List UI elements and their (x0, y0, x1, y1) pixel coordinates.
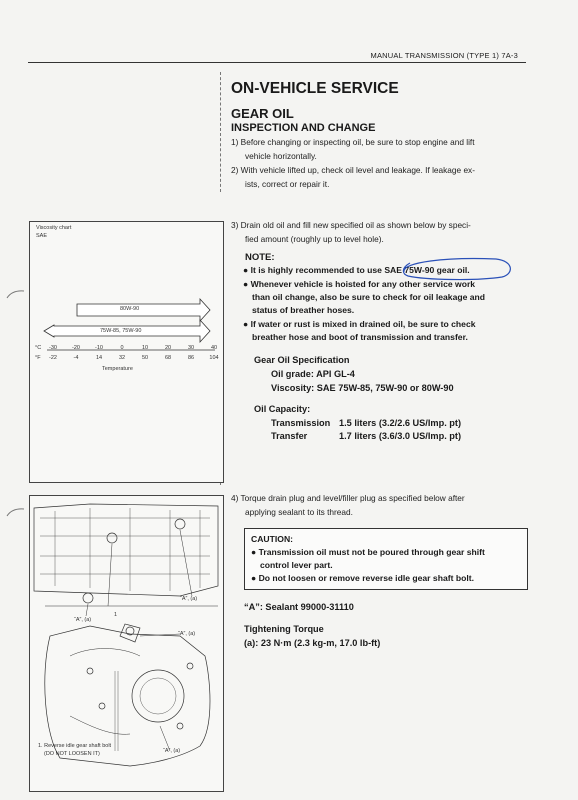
bar-label-75w-85-75w-90: 75W-85, 75W-90 (100, 328, 142, 334)
chart-x-axis-label: Temperature (102, 366, 133, 372)
transmission-capacity: 1.5 liters (3.2/2.6 US/Imp. pt) (339, 418, 462, 428)
step-1-line-2: vehicle horizontally. (245, 151, 317, 161)
celsius-tick: 40 (210, 345, 218, 351)
step-1-line-1: 1) Before changing or inspecting oil, be sure to stop engine and lift (231, 137, 475, 147)
fahrenheit-tick: -22 (49, 355, 57, 361)
fahrenheit-tick: 32 (118, 355, 126, 361)
callout-a-3: “A”, (a) (178, 631, 196, 637)
viscosity-chart-figure (29, 221, 224, 483)
step-4-line-2: applying sealant to its thread. (245, 507, 353, 517)
caution-bullet-1-line-2: control lever part. (260, 560, 333, 570)
bullet-icon: ● (251, 573, 259, 583)
callout-a-1: “A”, (a) (180, 596, 198, 602)
bar-label-80w-90: 80W-90 (120, 306, 140, 312)
gear-oil-spec-title: Gear Oil Specification (254, 355, 350, 365)
chart-subtitle: SAE (36, 233, 48, 239)
bullet-icon: ● (243, 279, 251, 289)
note-bullet-2-text: Whenever vehicle is hoisted for any other service work (250, 279, 476, 289)
page-title: ON-VEHICLE SERVICE (231, 80, 399, 97)
caution-title: CAUTION: (251, 534, 294, 544)
subsection-title: INSPECTION AND CHANGE (231, 122, 376, 134)
celsius-tick: -30 (49, 345, 57, 351)
binder-hole-mark (6, 505, 26, 517)
step-2-line-1: 2) With vehicle lifted up, check oil level and leakage. If leakage ex- (231, 165, 475, 175)
step-3-line-2: fied amount (roughly up to level hole). (245, 234, 384, 244)
callout-a-2: “A”, (a) (74, 617, 92, 623)
bullet-icon: ● (243, 265, 251, 275)
note-bullet-2-line-1 (243, 278, 475, 292)
header-rule (28, 62, 526, 63)
tightening-torque-title: Tightening Torque (244, 624, 324, 634)
note-bullet-2-line-2: than oil change, also be sure to check for oil leakage and (252, 292, 486, 302)
section-title: GEAR OIL (231, 106, 294, 121)
caution-bullet-2 (251, 572, 474, 586)
viscosity-chart-graphic (30, 222, 223, 482)
celsius-tick: -20 (72, 345, 80, 351)
step-2-line-2: ists, correct or repair it. (245, 179, 330, 189)
caution-box (244, 528, 528, 590)
fahrenheit-tick: 50 (141, 355, 149, 361)
transmission-illustration (29, 495, 224, 792)
oil-grade: Oil grade: API GL-4 (271, 369, 355, 379)
transmission-label: Transmission (271, 418, 331, 428)
fahrenheit-tick: 14 (95, 355, 103, 361)
step-3-line-1: 3) Drain old oil and fill new specified oil as shown below by speci- (231, 220, 471, 230)
fahrenheit-unit: °F (35, 355, 41, 361)
fahrenheit-tick: 104 (209, 355, 219, 361)
oil-capacity-title: Oil Capacity: (254, 404, 311, 414)
highlighted-oil-spec: SAE 75W-90 gear oil. (384, 265, 470, 275)
transfer-capacity: 1.7 liters (3.6/3.0 US/Imp. pt) (339, 431, 462, 441)
figure-caption-line-2: (DO NOT LOOSEN IT) (44, 751, 100, 757)
note-title: NOTE: (245, 252, 275, 263)
celsius-tick: 30 (187, 345, 195, 351)
celsius-unit: °C (35, 345, 42, 351)
oil-viscosity: Viscosity: SAE 75W-85, 75W-90 or 80W-90 (271, 383, 454, 393)
note-bullet-3-line-1 (243, 318, 476, 332)
note-bullet-3-text: If water or rust is mixed in drained oil, be sure to check (250, 319, 476, 329)
note-bullet-3-line-2: breather hose and boot of transmission and transfer. (252, 332, 468, 342)
celsius-tick: -10 (95, 345, 103, 351)
callout-number-1: 1 (114, 612, 118, 618)
celsius-tick: 10 (141, 345, 149, 351)
chart-title: Viscosity chart (36, 225, 72, 231)
bullet-icon: ● (243, 319, 251, 329)
fahrenheit-tick: 68 (164, 355, 172, 361)
transfer-label: Transfer (271, 431, 308, 441)
note-bullet-1-text: It is highly recommended to use (250, 265, 385, 275)
caution-bullet-1-text: Transmission oil must not be poured through gear shift (258, 547, 485, 557)
caution-bullet-1-line-1 (251, 546, 485, 560)
tightening-torque-value: (a): 23 N·m (2.3 kg-m, 17.0 lb-ft) (244, 638, 381, 648)
bullet-icon: ● (251, 547, 259, 557)
celsius-tick: 0 (120, 345, 124, 351)
step-4-line-1: 4) Torque drain plug and level/filler plug as specified below after (231, 493, 465, 503)
caution-bullet-2-text: Do not loosen or remove reverse idle gear shaft bolt. (258, 573, 474, 583)
fahrenheit-tick: -4 (73, 355, 79, 361)
binder-hole-mark (6, 287, 26, 299)
callout-a-4: “A”, (a) (163, 748, 181, 754)
bar-80w-90 (77, 299, 210, 321)
figure-caption-line-1: 1. Reverse idle gear shaft bolt (38, 743, 112, 749)
celsius-tick: 20 (164, 345, 172, 351)
fahrenheit-tick: 86 (187, 355, 195, 361)
column-divider (220, 72, 221, 192)
sealant-spec: “A”: Sealant 99000-31110 (244, 602, 354, 612)
note-bullet-2-line-3: status of breather hoses. (252, 305, 355, 315)
running-header: MANUAL TRANSMISSION (TYPE 1) 7A-3 (370, 51, 518, 60)
